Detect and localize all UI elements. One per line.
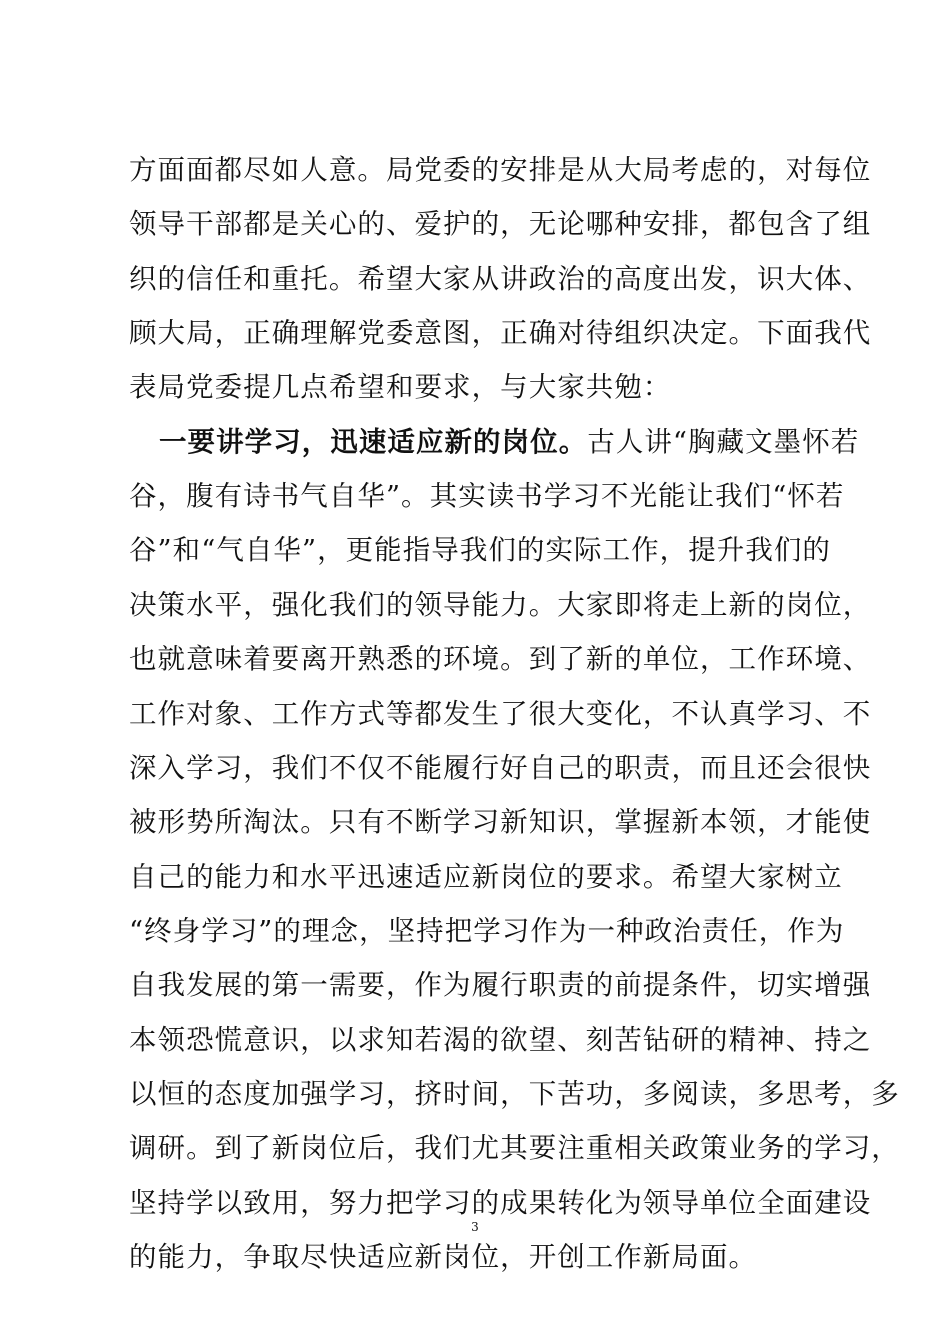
- paragraph-2-line-10: “终身学习”的理念，坚持把学习作为一种政治责任，作为: [129, 915, 845, 947]
- paragraph-2-line-9: 自己的能力和水平迅速适应新岗位的要求。希望大家树立: [129, 861, 843, 893]
- paragraph-2-line-5: 也就意味着要离开熟悉的环境。到了新的单位，工作环境、: [129, 643, 872, 675]
- paragraph-1-line-1: 方面面都尽如人意。局党委的安排是从大局考虑的，对每位: [129, 154, 872, 186]
- section-heading: 一要讲学习，迅速适应新的岗位。: [159, 426, 588, 458]
- paragraph-2-line-13: 以恒的态度加强学习，挤时间，下苦功，多阅读，多思考，多: [129, 1078, 900, 1110]
- paragraph-2-line-14: 调研。到了新岗位后，我们尤其要注重相关政策业务的学习，: [129, 1132, 900, 1164]
- paragraph-2-line-15: 坚持学以致用，努力把学习的成果转化为领导单位全面建设: [129, 1187, 872, 1219]
- paragraph-2-line-7: 深入学习，我们不仅不能履行好自己的职责，而且还会很快: [129, 752, 872, 784]
- paragraph-2-line-11: 自我发展的第一需要，作为履行职责的前提条件，切实增强: [129, 969, 872, 1001]
- paragraph-2-line-8: 被形势所淘汰。只有不断学习新知识，掌握新本领，才能使: [129, 806, 872, 838]
- paragraph-1-line-5: 表局党委提几点希望和要求，与大家共勉：: [129, 371, 672, 403]
- paragraph-2-line-6: 工作对象、工作方式等都发生了很大变化，不认真学习、不: [129, 698, 872, 730]
- paragraph-2-line-12: 本领恐慌意识，以求知若渴的欲望、刻苦钻研的精神、持之: [129, 1024, 872, 1056]
- paragraph-2-line-4: 决策水平，强化我们的领导能力。大家即将走上新的岗位，: [129, 589, 872, 621]
- paragraph-2-line-1: [159, 416, 860, 468]
- paragraph-2-line-16: 的能力，争取尽快适应新岗位，开创工作新局面。: [129, 1241, 758, 1273]
- paragraph-1-line-3: 织的信任和重托。希望大家从讲政治的高度出发，识大体、: [129, 263, 872, 295]
- paragraph-2-line-3: 谷”和“气自华”，更能指导我们的实际工作，提升我们的: [129, 534, 831, 566]
- paragraph-1-line-2: 领导干部都是关心的、爱护的，无论哪种安排，都包含了组: [129, 208, 872, 240]
- paragraph-2-line-1-text: 古人讲“胸藏文墨怀若: [587, 426, 860, 458]
- paragraph-2-line-2: 谷，腹有诗书气自华”。其实读书学习不光能让我们“怀若: [129, 480, 845, 512]
- page-number: 3: [471, 1220, 479, 1234]
- paragraph-1-line-4: 顾大局，正确理解党委意图，正确对待组织决定。下面我代: [129, 317, 872, 349]
